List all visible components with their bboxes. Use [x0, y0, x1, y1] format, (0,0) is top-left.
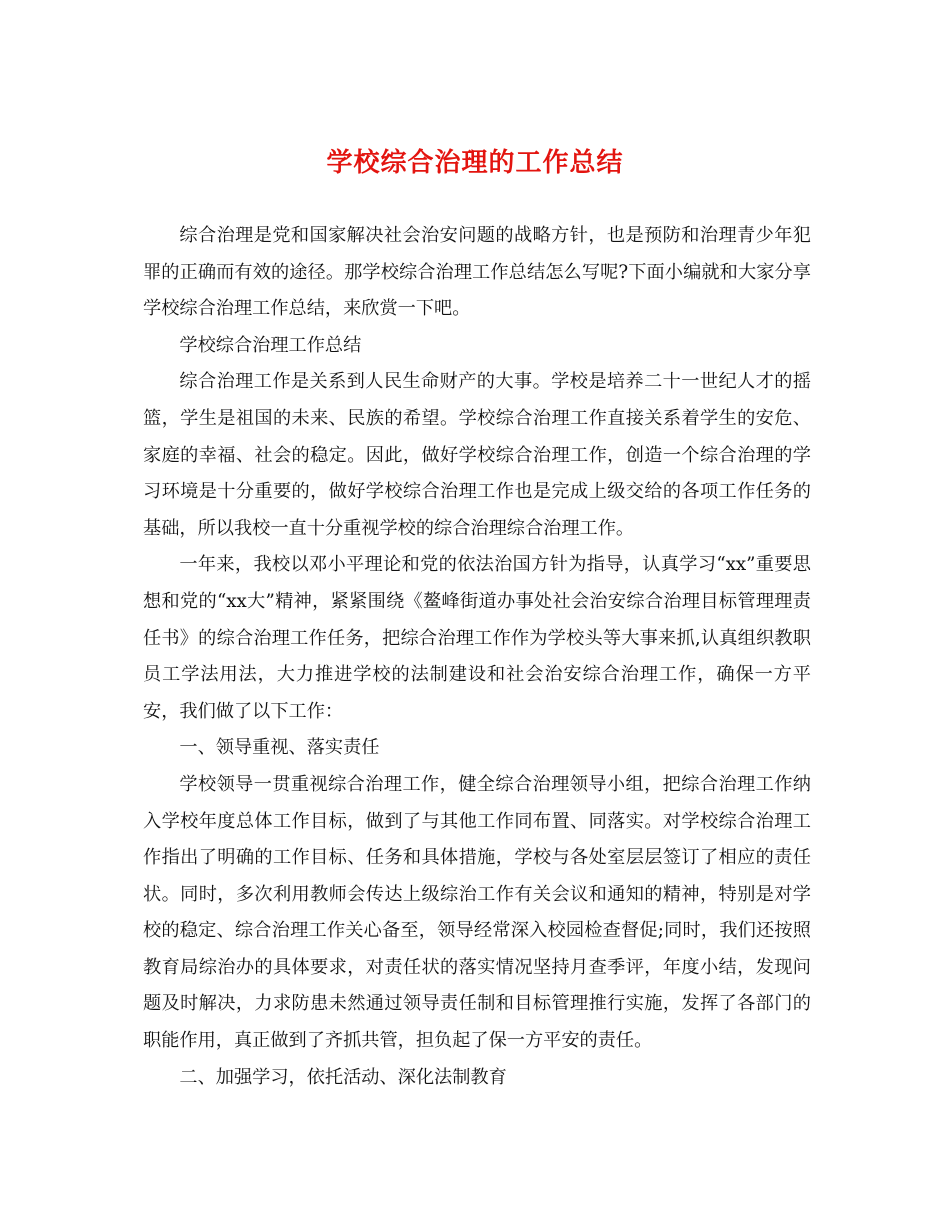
intro-paragraph: 综合治理是党和国家解决社会治安问题的战略方针，也是预防和治理青少年犯罪的正确而有效的途径。那学校综合治理工作总结怎么写呢?下面小编就和大家分享学校综合治理工作总结，来欣赏一下吧。 — [143, 225, 811, 320]
section-heading-2: 二、加强学习，依托活动、深化法制教育 — [179, 1066, 507, 1088]
document-body — [143, 218, 811, 1096]
body-paragraph: 一年来，我校以邓小平理论和党的依法治国方针为指导，认真学习“xx”重要思想和党的“xx大”精神，紧紧围绕《鳌峰街道办事处社会治安综合治理目标管理理责任书》的综合治理工作任务，把综合治理工作作为学校头等大事来抓,认真组织教职员工学法用法，大力推进学校的法制建设和社会治安综合治理工作，确保一方平安，我们做了以下工作： — [143, 554, 811, 722]
document-title: 学校综合治理的工作总结 — [326, 148, 624, 178]
body-paragraph: 综合治理工作是关系到人民生命财产的大事。学校是培养二十一世纪人才的摇篮，学生是祖国的未来、民族的希望。学校综合治理工作直接关系着学生的安危、家庭的幸福、社会的稳定。因此，做好学校综合治理工作，创造一个综合治理的学习环境是十分重要的，做好学校综合治理工作也是完成上级交给的各项工作任务的基础，所以我校一直十分重视学校的综合治理综合治理工作。 — [143, 371, 811, 539]
body-paragraph: 学校领导一贯重视综合治理工作，健全综合治理领导小组，把综合治理工作纳入学校年度总体工作目标，做到了与其他工作同布置、同落实。对学校综合治理工作指出了明确的工作目标、任务和具体措施，学校与各处室层层签订了相应的责任状。同时，多次利用教师会传达上级综治工作有关会议和通知的精神，特别是对学校的稳定、综合治理工作关心备至，领导经常深入校园检查督促;同时，我们还按照教育局综治办的具体要求，对责任状的落实情况坚持月查季评，年度小结，发现问题及时解决，力求防患未然通过领导责任制和目标管理推行实施，发挥了各部门的职能作用，真正做到了齐抓共管，担负起了保一方平安的责任。 — [143, 773, 811, 1052]
section-heading-1: 一、领导重视、落实责任 — [179, 737, 380, 759]
section-title: 学校综合治理工作总结 — [179, 334, 362, 356]
